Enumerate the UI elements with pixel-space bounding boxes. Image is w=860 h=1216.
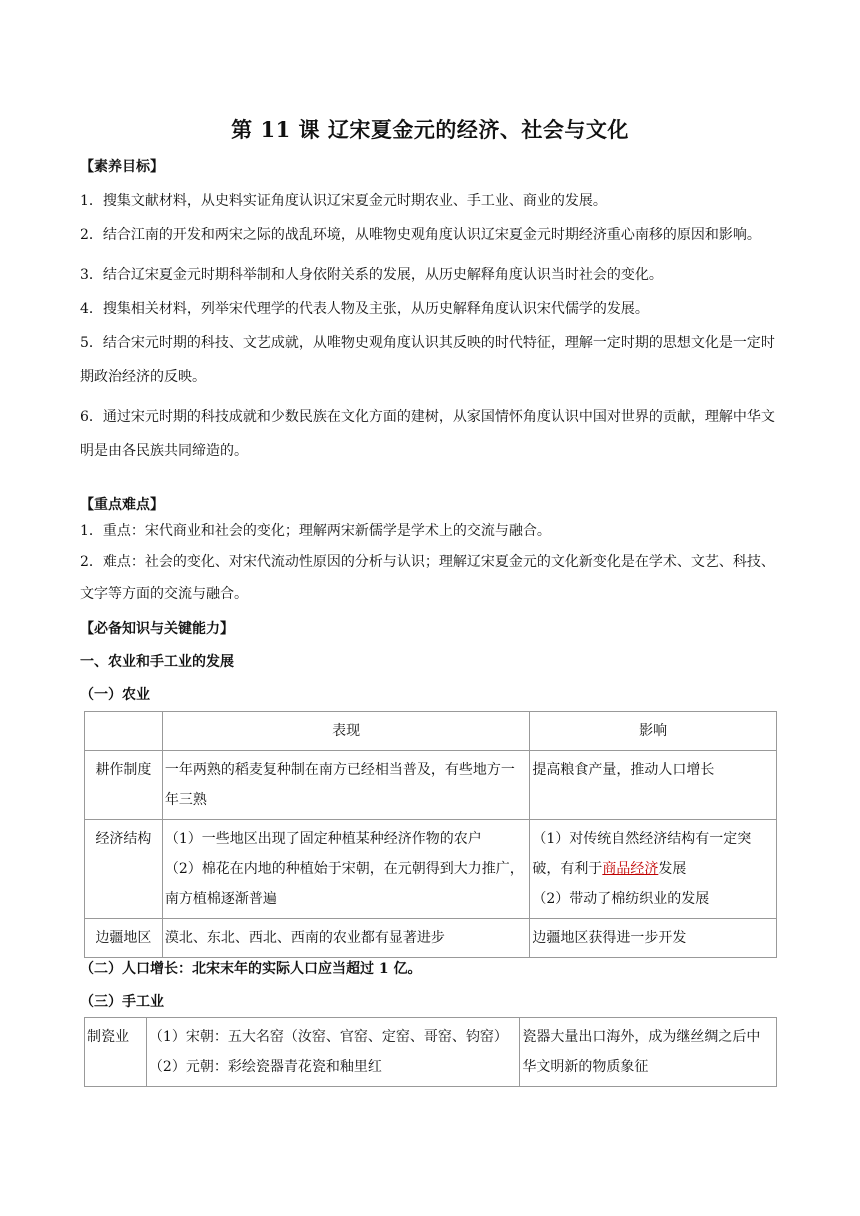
perf-line: （1）一些地区出现了固定种植某种经济作物的农户 bbox=[164, 831, 482, 847]
goal-item: 6．通过宋元时期的科技成就和少数民族在文化方面的建树，从家国情怀角度认识中国对世界的贡献，理解中华文明是由各民族共同缔造的。 bbox=[80, 409, 775, 459]
goal-item: 1．搜集文献材料，从史料实证角度认识辽宋夏金元时期农业、手工业、商业的发展。 bbox=[80, 193, 607, 209]
table-header-row bbox=[85, 712, 777, 751]
row-impact: 提高粮食产量，推动人口增长 bbox=[530, 751, 777, 820]
agri-table bbox=[84, 711, 777, 958]
row-label: 制瓷业 bbox=[85, 1018, 147, 1087]
knowledge-heading: 【必备知识与关键能力】 bbox=[80, 621, 234, 637]
table-row bbox=[85, 1018, 777, 1087]
perf-line: （1）宋朝：五大名窑（汝窑、官窑、定窑、哥窑、钧窑） bbox=[148, 1029, 508, 1045]
table-row bbox=[85, 751, 777, 820]
goal-item: 3．结合辽宋夏金元时期科举制和人身依附关系的发展，从历史解释角度认识当时社会的变化。 bbox=[80, 267, 663, 283]
row-performance: 一年两熟的稻麦复种制在南方已经相当普及，有些地方一年三熟 bbox=[162, 751, 529, 820]
keypoint-item: 2．难点：社会的变化、对宋代流动性原因的分析与认识；理解辽宋夏金元的文化新变化是在学术、文艺、科技、文字等方面的交流与融合。 bbox=[80, 554, 775, 602]
row-performance bbox=[146, 1018, 519, 1087]
keypoint-item: 1．重点：宋代商业和社会的变化；理解两宋新儒学是学术上的交流与融合。 bbox=[80, 523, 551, 539]
table-row bbox=[85, 919, 777, 958]
section1-heading: 一、农业和手工业的发展 bbox=[80, 654, 234, 670]
perf-line: （2）棉花在内地的种植始于宋朝，在元朝得到大力推广，南方植棉逐渐普遍 bbox=[164, 861, 524, 907]
impact-text: （1）对传统自然经济结构有一定突破，有利于 bbox=[532, 831, 752, 877]
row-label: 经济结构 bbox=[85, 820, 163, 919]
row-impact bbox=[530, 820, 777, 919]
row-impact: 边疆地区获得进一步开发 bbox=[530, 919, 777, 958]
table-row bbox=[85, 820, 777, 919]
population-line: （二）人口增长：北宋末年的实际人口应当超过 1 亿。 bbox=[80, 961, 422, 977]
goals-heading: 【素养目标】 bbox=[80, 159, 164, 175]
table-header-cell bbox=[85, 712, 163, 751]
table-header-cell: 表现 bbox=[162, 712, 529, 751]
row-label: 耕作制度 bbox=[85, 751, 163, 820]
goals-section bbox=[80, 156, 780, 468]
row-label: 边疆地区 bbox=[85, 919, 163, 958]
table-header-cell: 影响 bbox=[530, 712, 777, 751]
impact-line: （2）带动了棉纺织业的发展 bbox=[532, 891, 710, 907]
row-performance bbox=[162, 820, 529, 919]
goal-item: 4．搜集相关材料，列举宋代理学的代表人物及主张，从历史解释角度认识宋代儒学的发展。 bbox=[80, 301, 649, 317]
craft-table bbox=[84, 1017, 777, 1087]
commodity-economy-link[interactable]: 商品经济 bbox=[602, 861, 659, 877]
goal-item: 5．结合宋元时期的科技、文艺成就，从唯物史观角度认识其反映的时代特征，理解一定时期的思想文化是一定时期政治经济的反映。 bbox=[80, 335, 775, 385]
keypoints-section bbox=[80, 494, 780, 610]
impact-text: 发展 bbox=[658, 861, 687, 877]
impact-line bbox=[532, 824, 774, 884]
row-impact: 瓷器大量出口海外，成为继丝绸之后中华文明新的物质象征 bbox=[520, 1018, 777, 1087]
perf-line: （2）元朝：彩绘瓷器青花瓷和釉里红 bbox=[148, 1059, 382, 1075]
craft-heading: （三）手工业 bbox=[80, 994, 164, 1010]
goal-item: 2．结合江南的开发和两宋之际的战乱环境，从唯物史观角度认识辽宋夏金元时期经济重心南移的原因和影响。 bbox=[80, 227, 761, 243]
page-title: 第 11 课 辽宋夏金元的经济、社会与文化 bbox=[231, 117, 629, 142]
agri-heading: （一）农业 bbox=[80, 687, 150, 703]
keypoints-heading: 【重点难点】 bbox=[80, 497, 164, 513]
row-performance: 漠北、东北、西北、西南的农业都有显著进步 bbox=[162, 919, 529, 958]
